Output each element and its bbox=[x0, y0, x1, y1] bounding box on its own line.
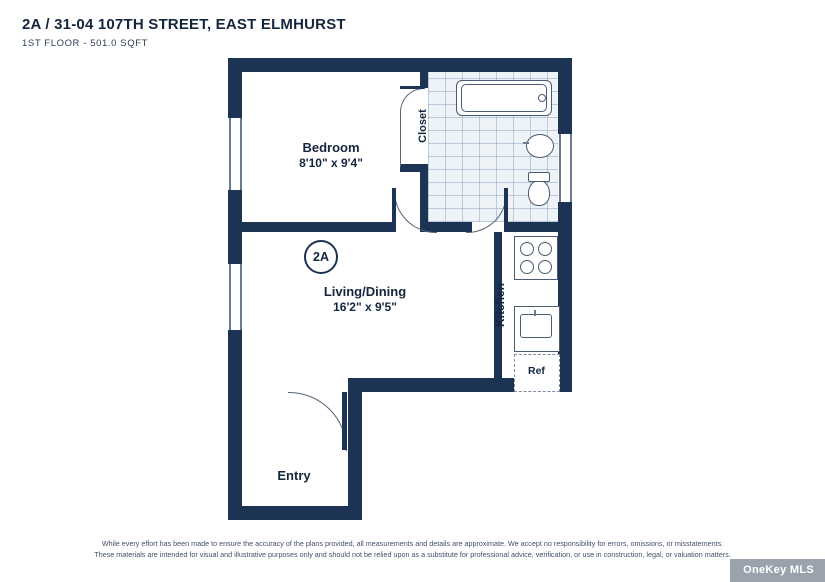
exterior-wall-left-b bbox=[228, 190, 242, 264]
stove-burner-2-icon bbox=[538, 242, 552, 256]
living-name: Living/Dining bbox=[323, 284, 407, 299]
refrigerator-label: Ref bbox=[528, 365, 545, 377]
entry-label bbox=[254, 468, 334, 484]
exterior-wall-bottom bbox=[228, 506, 362, 520]
page-title: 2A / 31-04 107TH STREET, EAST ELMHURST bbox=[22, 16, 346, 33]
closet-label: Closet bbox=[416, 109, 429, 143]
disclaimer-line-2: These materials are intended for visual and illustrative purposes only and should not be relied upon as a substitute for professional advice, verification, or use in construction, legal, or valuation matters. bbox=[94, 550, 731, 560]
disclaimer bbox=[0, 538, 825, 560]
bedroom-dims: 8'10" x 9'4" bbox=[299, 156, 363, 171]
exterior-wall-left-a bbox=[228, 58, 242, 118]
brand-watermark: OneKey MLS bbox=[730, 559, 825, 582]
kitchen-sink-icon bbox=[520, 314, 552, 338]
stove-burner-1-icon bbox=[520, 242, 534, 256]
exterior-wall-left-c bbox=[228, 330, 242, 520]
window-left-living bbox=[229, 264, 231, 330]
bathtub-basin-icon bbox=[461, 84, 547, 112]
bathroom-door-leaf bbox=[504, 188, 508, 232]
living-label bbox=[280, 284, 450, 315]
disclaimer-line-1: While every effort has been made to ensure the accuracy of the plans provided, all measurements and details are approximate. We accept no responsibility for errors, omissions, or misstatements. bbox=[101, 539, 724, 548]
sink-icon bbox=[526, 134, 554, 158]
exterior-wall-entry-right bbox=[348, 378, 362, 520]
bedroom-name: Bedroom bbox=[302, 140, 360, 155]
interior-wall-bath-bottom-b bbox=[504, 222, 560, 232]
living-dims: 16'2" x 9'5" bbox=[333, 300, 397, 315]
sink-faucet-icon bbox=[523, 142, 529, 144]
bedroom-door-arc bbox=[394, 190, 437, 233]
exterior-wall-right-upper bbox=[558, 58, 572, 134]
stove-icon bbox=[514, 236, 558, 280]
exterior-wall-right-lower bbox=[558, 202, 572, 392]
kitchen-faucet-icon bbox=[534, 310, 536, 316]
closet-door-leaf bbox=[400, 86, 424, 89]
entry-door-leaf bbox=[342, 392, 347, 450]
stove-burner-3-icon bbox=[520, 260, 534, 274]
page-subtitle: 1ST FLOOR - 501.0 SQFT bbox=[22, 38, 149, 49]
bedroom-label bbox=[266, 140, 396, 171]
floorplan-diagram bbox=[228, 58, 588, 520]
bathroom-door-arc bbox=[466, 190, 507, 233]
interior-wall-bedroom-bottom-a bbox=[242, 222, 394, 232]
window-right-bath-inner bbox=[570, 134, 572, 202]
exterior-wall-top bbox=[228, 58, 572, 72]
toilet-tank-icon bbox=[528, 172, 550, 182]
entry-name: Entry bbox=[277, 468, 311, 483]
unit-badge: 2A bbox=[304, 240, 338, 274]
header bbox=[22, 16, 346, 49]
bedroom-door-leaf bbox=[392, 188, 396, 232]
kitchen-label: Kitchen bbox=[493, 282, 508, 328]
window-left-bedroom-inner bbox=[240, 118, 242, 190]
window-right-bath bbox=[559, 134, 561, 202]
stove-burner-4-icon bbox=[538, 260, 552, 274]
toilet-bowl-icon bbox=[528, 180, 550, 206]
window-left-bedroom bbox=[229, 118, 231, 190]
bathtub-drain-icon bbox=[538, 94, 546, 102]
window-left-living-inner bbox=[240, 264, 242, 330]
